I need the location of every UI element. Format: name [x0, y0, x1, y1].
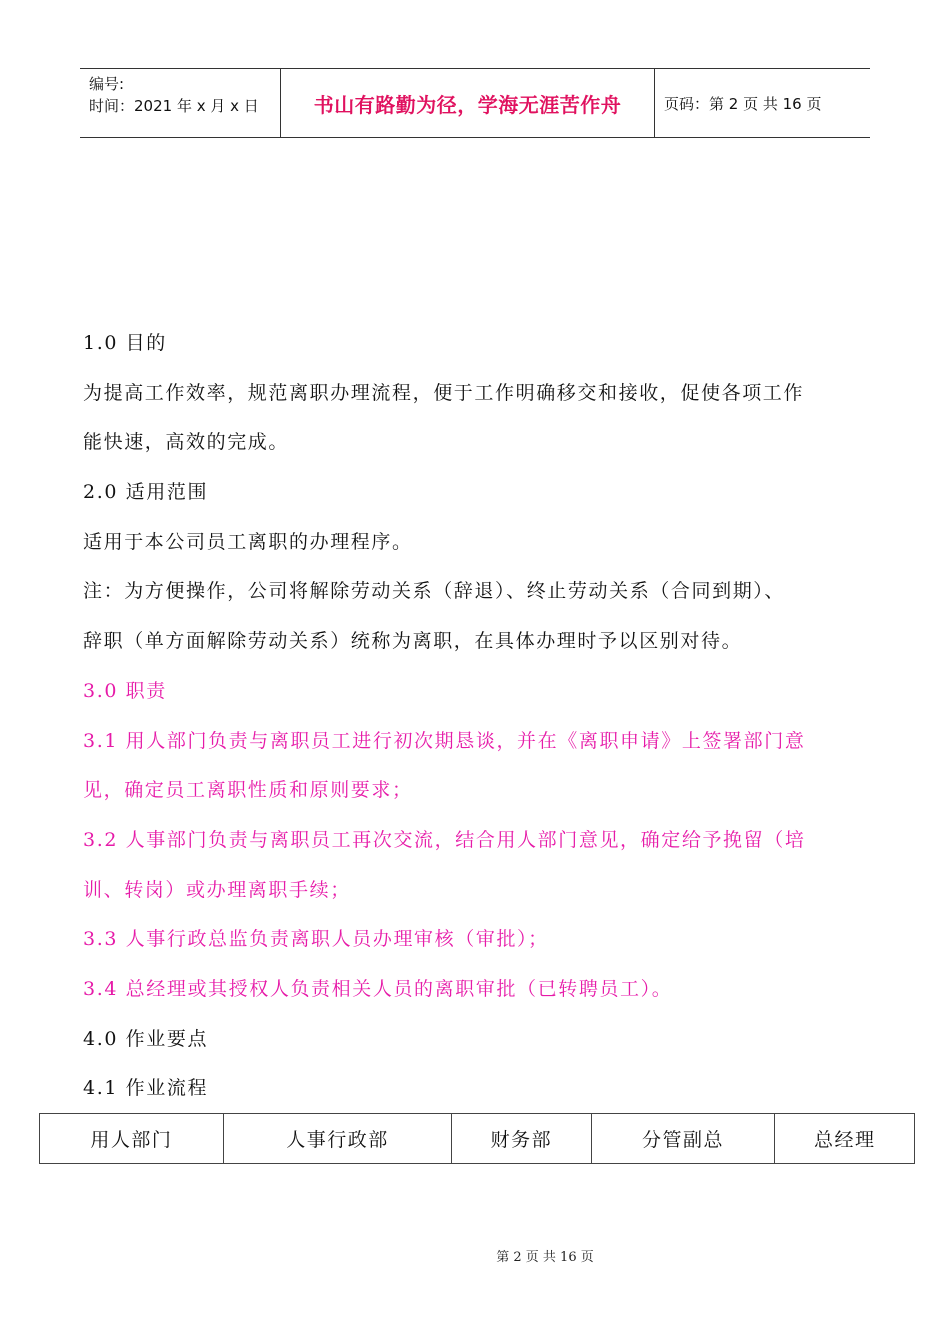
duty-line: 3.1 用人部门负责与离职员工进行初次期恳谈，并在《离职申请》上签署部门意 — [83, 729, 806, 752]
table-header-cell: 人事行政部 — [223, 1114, 451, 1164]
table-header-cell: 用人部门 — [40, 1114, 224, 1164]
number-label: 编号: — [89, 75, 125, 93]
time-label: 时间：2021 年 x 月 x 日 — [89, 97, 259, 115]
section-heading-purpose: 1.0 目的 — [83, 332, 167, 354]
page-footer: 第 2 页 共 16 页 — [496, 1250, 594, 1265]
duty-line: 见，确定员工离职性质和原则要求； — [83, 779, 413, 802]
table-header-cell: 总经理 — [775, 1114, 915, 1164]
paragraph-line: 适用于本公司员工离职的办理程序。 — [83, 530, 413, 553]
duty-line: 3.4 总经理或其授权人负责相关人员的离职审批（已转聘员工）。 — [83, 977, 673, 1000]
section-heading-scope: 2.0 适用范围 — [83, 481, 209, 504]
paragraph-line: 为提高工作效率，规范离职办理流程，便于工作明确移交和接收，促使各项工作 — [83, 381, 805, 404]
subsection-heading-workflow: 4.1 作业流程 — [83, 1077, 209, 1100]
document-body — [83, 319, 873, 1114]
paragraph-line: 能快速，高效的完成。 — [83, 431, 290, 454]
page-header — [80, 68, 870, 138]
note-line: 辞职（单方面解除劳动关系）统称为离职，在具体办理时予以区别对待。 — [83, 630, 743, 653]
duty-line: 训、转岗）或办理离职手续； — [83, 878, 351, 901]
motto: 书山有路勤为径，学海无涯苦作舟 — [281, 69, 655, 137]
section-heading-duties: 3.0 职责 — [83, 679, 167, 702]
table-header-cell: 分管副总 — [591, 1114, 775, 1164]
duty-line: 3.2 人事部门负责与离职员工再次交流，结合用人部门意见，确定给予挽留（培 — [83, 828, 806, 851]
workflow-table — [39, 1113, 915, 1164]
duty-line: 3.3 人事行政总监负责离职人员办理审核（审批）； — [83, 928, 549, 951]
note-line: 注：为方便操作，公司将解除劳动关系（辞退）、终止劳动关系（合同到期）、 — [83, 580, 786, 603]
page-info: 页码：第 2 页 共 16 页 — [664, 94, 822, 113]
header-meta — [80, 69, 281, 137]
section-heading-operations: 4.0 作业要点 — [83, 1027, 209, 1050]
table-header-cell: 财务部 — [452, 1114, 592, 1164]
table-row — [40, 1114, 915, 1164]
